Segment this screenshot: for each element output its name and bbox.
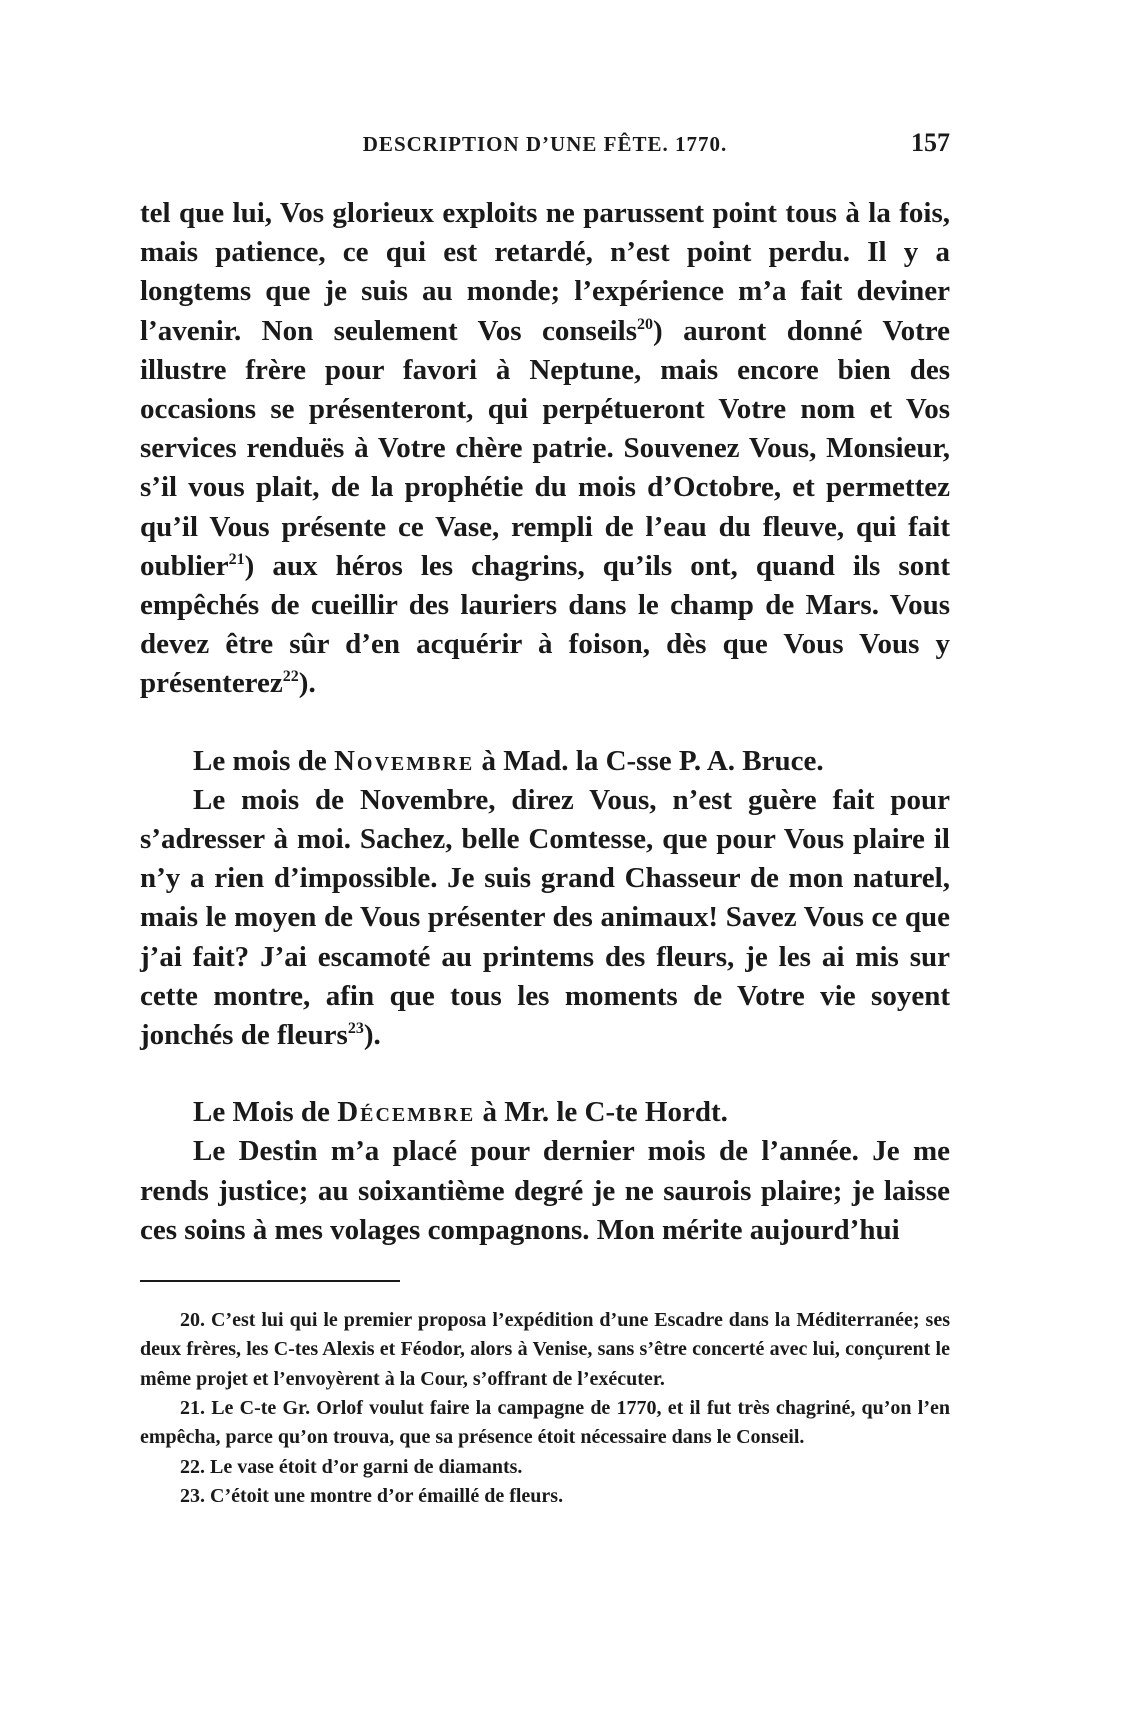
heading-month: Novembre (333, 744, 475, 777)
text-segment: Le Destin m’a placé pour dernier mois de l’année. Je me rends justice; au soixantième degré je ne saurois plaire; je laisse ces soins à mes volages compagnons. Mon mérite aujourd’hui (140, 1135, 950, 1246)
running-head (140, 128, 950, 168)
paragraph-november (140, 781, 950, 1055)
text-segment: ) aux héros les chagrins, qu’ils ont, quand ils sont empêchés de cueillir des lauriers dans le champ de Mars. Vous devez être sûr d’en acquérir à foison, dès que Vous Vous y présenterez (140, 549, 950, 700)
footnotes (140, 1306, 950, 1511)
text-segment: ). (363, 1019, 381, 1052)
footnote-20: 20. C’est lui qui le premier proposa l’expédition d’une Escadre dans la Méditerranée; ses deux frères, les C-tes Alexis et Féodor, alors à Venise, sans s’être concerté avec lui, conçurent le même projet et l’envoyèrent à la Cour, s’offrant de l’exécuter. (140, 1309, 950, 1390)
heading-text: à Mr. le C-te Hordt. (475, 1096, 728, 1129)
page-number: 157 (911, 128, 950, 157)
paragraph-december (140, 1132, 950, 1250)
footnote-21: 21. Le C-te Gr. Orlof voulut faire la campagne de 1770, et il fut très chagriné, qu’on l’en empêcha, parce qu’on trouva, que sa présence étoit nécessaire dans le Conseil. (140, 1396, 950, 1449)
footnote-ref-23: 23 (347, 1020, 364, 1038)
footnote-ref-20: 20 (637, 315, 654, 333)
text-segment: Le mois de Novembre, direz Vous, n’est guère fait pour s’adresser à moi. Sachez, belle Comtesse, que pour Vous plaire il n’y a rien d’impossible. Je suis grand Chasseur de mon naturel, mais le moyen de Vous présenter des animaux! Savez Vous ce que j’ai fait? J’ai escamoté au printems des fleurs, je les ai mis sur cette montre, afin que tous les moments de Votre vie soyent jonchés de fleurs (140, 783, 950, 1052)
text-segment: ) auront donné Votre illustre frère pour favori à Neptune, mais encore bien des occasions se présenteront, qui perpétueront Votre nom et Vos services renduës à Votre chère patrie. Souvenez Vous, Monsieur, s’il vous plait, de la prophétie du mois d’Octobre, et permettez qu’il Vous présente ce Vase, rempli de l’eau du fleuve, qui fait oublier (140, 314, 951, 582)
heading-text: Le mois de (193, 744, 334, 777)
heading-text: à Mad. la C-sse P. A. Bruce. (474, 744, 824, 777)
heading-text: Le Mois de (193, 1096, 338, 1129)
text-segment: tel que lui, Vos glorieux exploits ne parussent point tous à la fois, mais patience, ce qui est retardé, n’est point perdu. Il y a longtems que je suis au monde; l’expérience m’a fait deviner l’avenir. Non seulement Vos conseils (140, 197, 950, 347)
footnote-ref-22: 22 (282, 668, 299, 686)
footnote-rule (140, 1280, 400, 1282)
paragraph-october-continued (140, 194, 950, 704)
body-text (140, 194, 950, 1250)
footnote-23: 23. C’étoit une montre d’or émaillé de fleurs. (180, 1484, 564, 1507)
book-page (140, 128, 950, 1688)
heading-month: Décembre (337, 1096, 476, 1129)
footnote-22: 22. Le vase étoit d’or garni de diamants. (180, 1455, 523, 1478)
running-title: DESCRIPTION D’UNE FÊTE. 1770. (362, 132, 728, 156)
footnote-ref-21: 21 (228, 550, 245, 568)
heading-november (140, 742, 950, 781)
heading-december (140, 1093, 950, 1132)
text-segment: ). (298, 667, 316, 700)
